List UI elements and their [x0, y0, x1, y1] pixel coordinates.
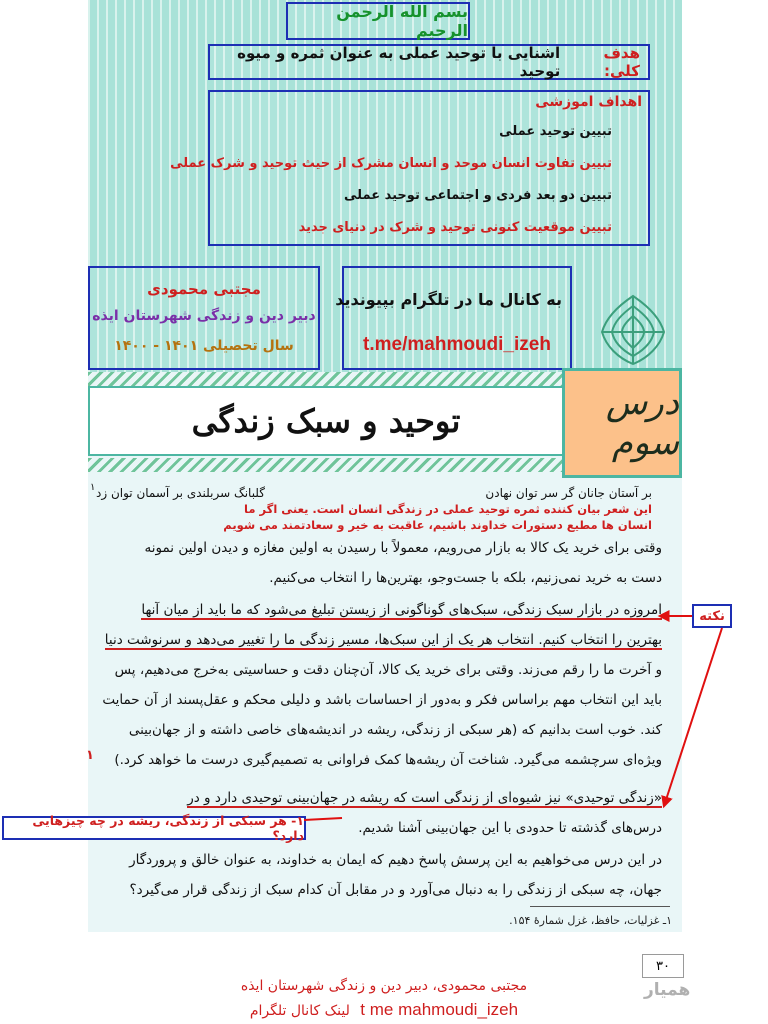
- page-number: ۳۰: [642, 954, 684, 978]
- telegram-link[interactable]: t.me/mahmoudi_izeh: [363, 334, 551, 355]
- objectives-title: اهداف اموزشی: [535, 94, 642, 110]
- body-line: دست به خرید نمی‌زنیم، بلکه با جست‌وجو، بهترین‌ها را انتخاب می‌کنیم.: [269, 570, 662, 586]
- general-goal-text: اشنایی با توحید عملی به عنوان ثمره و میوه توحید: [237, 44, 561, 80]
- author-name: مجتبی محمودی: [147, 280, 261, 298]
- poem-note-line: انسان ها مطیع دستورات خداوند باشیم، عاقبت به خیر و سعادتمند می شویم: [223, 518, 652, 532]
- general-goal-box: [208, 44, 650, 80]
- body-line: و آخرت ما را رقم می‌زند. وقتی برای خرید یک کالا، آن‌چنان دقت و حساسیتی به‌خرج می‌دهیم، پس: [114, 662, 662, 678]
- body-line-underlined: بهترین را انتخاب کنیم. انتخاب هر یک از این سبک‌ها، مسیر زندگی ما را تغییر می‌دهد و سرنوشت دنیا: [104, 632, 662, 648]
- body-line: در این درس می‌خواهیم به این پرسش پاسخ دهیم که ایمان به خداوند، به عنوان خالق و پروردگار: [129, 852, 662, 868]
- footnote-rule: [530, 906, 670, 907]
- lesson-number-badge: [562, 368, 682, 478]
- objective-item: تبیین موقعیت کنونی توحید و شرک در دنیای جدید: [298, 220, 612, 235]
- question-marker: ۱: [86, 748, 94, 763]
- poem-hemistich-left: گلبانگ سربلندی بر آسمان توان زد: [96, 486, 265, 500]
- telegram-box: [335, 266, 572, 370]
- question-text: ۱- هر سبکی از زندگی، ریشه در چه چیزهایی دارد؟: [32, 813, 304, 843]
- note-label: نکته: [699, 608, 725, 624]
- watermark-text: همیار: [644, 980, 691, 1000]
- footer-telegram-label: لینک کانال تلگرام: [249, 1003, 350, 1019]
- general-goal-label: هدف کلی:: [603, 44, 640, 80]
- footer-telegram-link[interactable]: t me mahmoudi_izeh: [360, 1000, 519, 1019]
- body-line-underlined: «زندگی توحیدی» نیز شیوه‌ای از زندگی است که ریشه در جهان‌بینی توحیدی دارد و در: [187, 790, 662, 806]
- body-line: ویژه‌ای سرچشمه می‌گیرد. شناخت آن ریشه‌ها کمک فراوانی به تصمیم‌گیری درست ما خواهد کرد.): [114, 752, 662, 768]
- lesson-title-bar: [88, 386, 564, 456]
- bismillah-box: [286, 2, 470, 40]
- ornament-medallion-icon: [590, 292, 676, 368]
- poem-note-line: این شعر بیان کننده ثمره توحید عملی در زندگی انسان است. یعنی اگر ما: [244, 502, 652, 516]
- footnote-text: ۱ـ غزلیات، حافظ، غزل شمارهٔ ۱۵۴.: [509, 914, 672, 927]
- poem-hemistich-right: بر آستان جانان گر سر توان نهادن: [485, 486, 652, 500]
- objective-item: تبیین دو بعد فردی و اجتماعی توحید عملی: [344, 188, 612, 203]
- objectives-box: [170, 90, 650, 246]
- objective-item: تبیین توحید عملی: [499, 124, 612, 139]
- objective-item: تبیین تفاوت انسان موحد و انسان مشرک از حیث توحید و شرک عملی: [170, 156, 612, 171]
- author-box: [88, 266, 320, 370]
- footer-telegram: [0, 1000, 768, 1020]
- body-line-underlined: امروزه در بازار سبک زندگی، سبک‌های گوناگونی از زیستن تبلیغ می‌شود که ما باید از میان آنها: [141, 602, 662, 618]
- author-role: دبیر دین و زندگی شهرستان ایذه: [92, 308, 316, 324]
- body-line: جهان، چه سبکی از زندگی را به دنبال می‌آورد و در مقابل آن کدام سبک از زندگی قرار می‌گیرد؟: [129, 882, 662, 898]
- footer-author: مجتبی محمودی، دبیر دین و زندگی شهرستان ایذه: [240, 978, 528, 994]
- body-line: باید این انتخاب مهم براساس فکر و به‌دور از احساسات باشد و دلیلی محکم و عقل‌پسند از آن حمایت: [102, 692, 662, 708]
- lesson-title: توحید و سبک زندگی: [191, 402, 461, 440]
- note-callout: [692, 604, 732, 628]
- bismillah-text: بسم الله الرحمن الرحیم: [336, 2, 468, 40]
- poem-footnote-mark: ۱: [90, 482, 96, 493]
- question-callout: [2, 813, 306, 843]
- academic-year: سال تحصیلی ۱۴۰۱ - ۱۴۰۰: [114, 338, 294, 354]
- body-line: درس‌های گذشته تا حدودی با این جهان‌بینی آشنا شدیم.: [358, 820, 662, 836]
- telegram-join-text: به کانال ما در تلگرام بپیوندید: [335, 290, 562, 309]
- body-line: وقتی برای خرید یک کالا به بازار می‌رویم، معمولاً با رسیدن به اولین مغازه و دیدن اولین نمونه: [144, 540, 662, 556]
- lesson-number-label: درس سوم: [605, 383, 679, 463]
- body-line: کند. خوب است بدانیم که (هر سبکی از زندگی، ریشه در اندیشه‌های خاصی داشته و از جهان‌بینی: [128, 722, 662, 738]
